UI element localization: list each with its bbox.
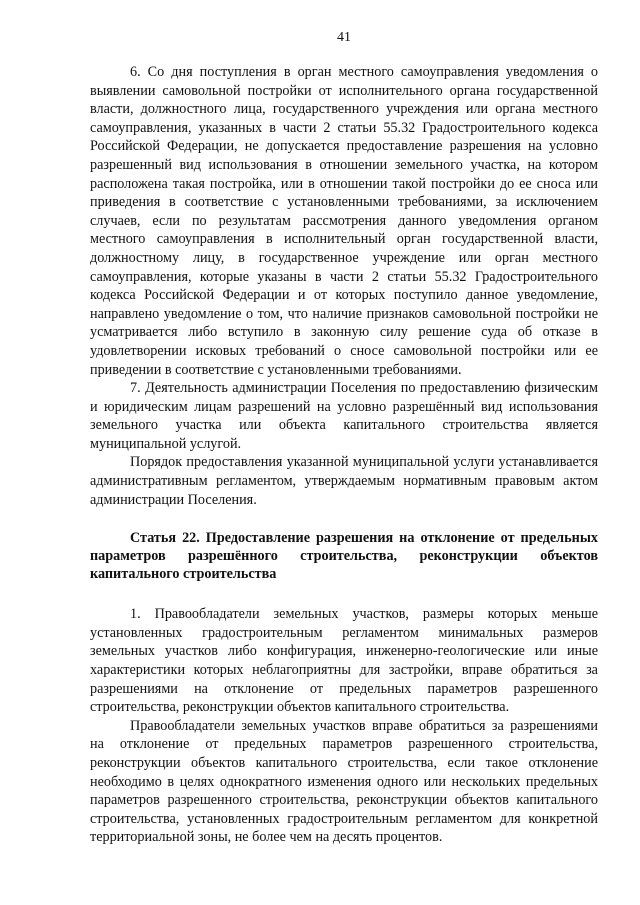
paragraph-item-6: 6. Со дня поступления в орган местного самоуправления уведомления о выявлении самовольной постройки от исполнительного органа государственной власти, должностного лица, государственного учреждения или органа местного самоуправления, указанных в части 2 статьи 55.32 Градостроительного кодекса Российской Федерации, не допускается предоставление разрешения на условно разрешенный вид использования в отношении земельного участка, на котором расположена такая постройка, или в отношении такой постройки до ее сноса или приведения в соответствие с установленными требованиями, за исключением случаев, если по результатам рассмотрения данного уведомления органом местного самоуправления в исполнительный орган государственной власти, должностному лицу, в государственное учреждение или орган местного самоуправления, которые указаны в части 2 статьи 55.32 Градостроительного кодекса Российской Федерации и от которых поступило данное уведомление, направлено уведомление о том, что наличие признаков самовольной постройки не усматривается либо вступило в законную силу решение суда об отказе в удовлетворении исковых требований о сносе самовольной постройки или ее приведении в соответствие с установленными требованиями.	[90, 64, 598, 378]
spacer	[90, 509, 598, 529]
page-number: 41	[337, 30, 351, 45]
paragraph-item-1: 1. Правообладатели земельных участков, размеры которых меньше установленных градостроительным регламентом минимальных размеров земельных участков либо конфигурация, инженерно-геологические или иные характеристики которых неблагоприятны для застройки, вправе обратиться за разрешениями на отклонение от предельных параметров разрешенного строительства, реконструкции объектов капитального строительства.	[90, 606, 598, 716]
paragraph-rights-holders: Правообладатели земельных участков вправе обратиться за разрешениями на отклонение от предельных параметров разрешенного строительства, реконструкции объектов капитального строительства, если такое отклонение необходимо в целях однократного изменения одного или нескольких предельных параметров разрешенного строительства, реконструкции объектов капитального строительства, установленных градостроительным регламентом для конкретной территориальной зоны, не более чем на десять процентов.	[90, 717, 598, 846]
document-body	[90, 63, 598, 847]
paragraph-item-7: 7. Деятельность администрации Поселения по предоставлению физическим и юридическим лицам разрешений на условно разрешённый вид использования земельного участка или объекта капитального строительства является муниципальной услугой.	[90, 380, 598, 452]
paragraph-procedure: Порядок предоставления указанной муниципальной услуги устанавливается административным регламентом, утверждаемым нормативным правовым актом администрации Поселения.	[90, 454, 598, 508]
spacer	[90, 583, 598, 605]
article-heading: Статья 22. Предоставление разрешения на отклонение от предельных параметров разрешённого строительства, реконструкции объектов капитального строительства	[90, 530, 598, 583]
